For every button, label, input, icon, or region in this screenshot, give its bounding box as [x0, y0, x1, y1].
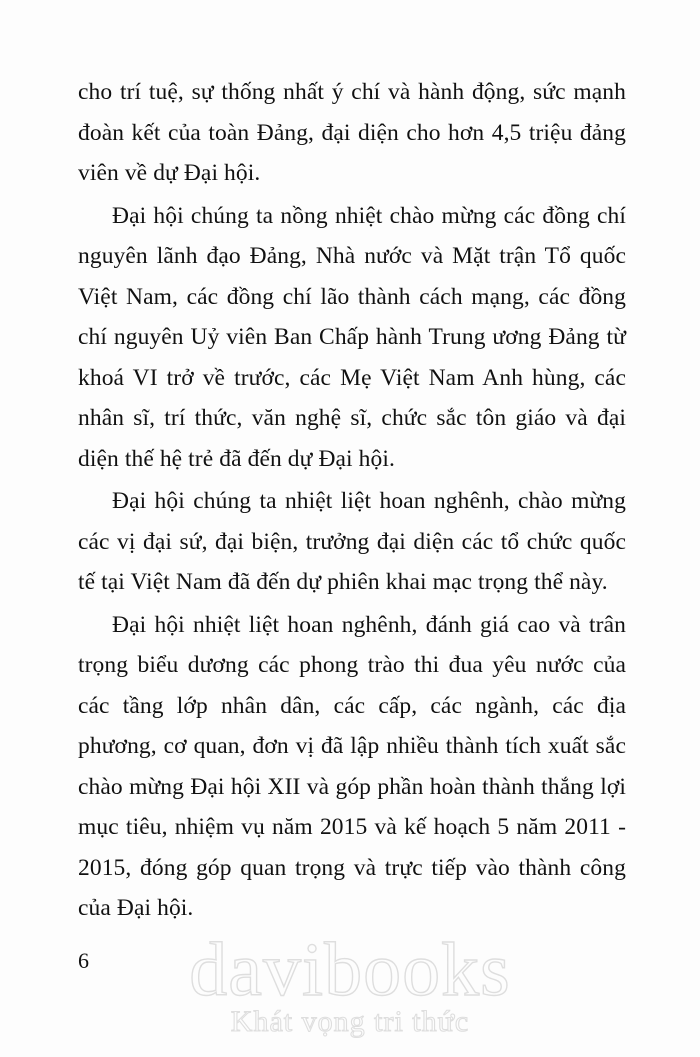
watermark-brand: davibooks — [189, 928, 511, 1012]
page-number: 6 — [78, 948, 89, 973]
watermark-tagline: Khát vọng tri thức — [230, 1005, 470, 1038]
body-text-column — [78, 72, 626, 931]
paragraph-3: Đại hội chúng ta nhiệt liệt hoan nghênh, chào mừng các vị đại sứ, đại biện, trưởng đại diện các tổ chức quốc tế tại Việt Nam đã đến dự phiên khai mạc trọng thể này. — [78, 488, 626, 595]
paragraph-2: Đại hội chúng ta nồng nhiệt chào mừng các đồng chí nguyên lãnh đạo Đảng, Nhà nước và Mặt trận Tổ quốc Việt Nam, các đồng chí lão thành cách mạng, các đồng chí nguyên Uỷ viên Ban Chấp hành Trung ương Đảng từ khoá VI trở về trước, các Mẹ Việt Nam Anh hùng, các nhân sĩ, trí thức, văn nghệ sĩ, chức sắc tôn giáo và đại diện thế hệ trẻ đã đến dự Đại hội. — [78, 202, 626, 472]
paragraph-4: Đại hội nhiệt liệt hoan nghênh, đánh giá cao và trân trọng biểu dương các phong trào thi đua yêu nước của các tầng lớp nhân dân, các cấp, các ngành, các địa phương, cơ quan, đơn vị đã lập nhiều thành tích xuất sắc chào mừng Đại hội XII và góp phần hoàn thành thắng lợi mục tiêu, nhiệm vụ năm 2015 và kế hoạch 5 năm 2011 - 2015, đóng góp quan trọng và trực tiếp vào thành công của Đại hội. — [78, 611, 626, 921]
watermark — [0, 930, 700, 1040]
paragraph-1: cho trí tuệ, sự thống nhất ý chí và hành động, sức mạnh đoàn kết của toàn Đảng, đại diện cho hơn 4,5 triệu đảng viên về dự Đại hội. — [78, 79, 626, 186]
